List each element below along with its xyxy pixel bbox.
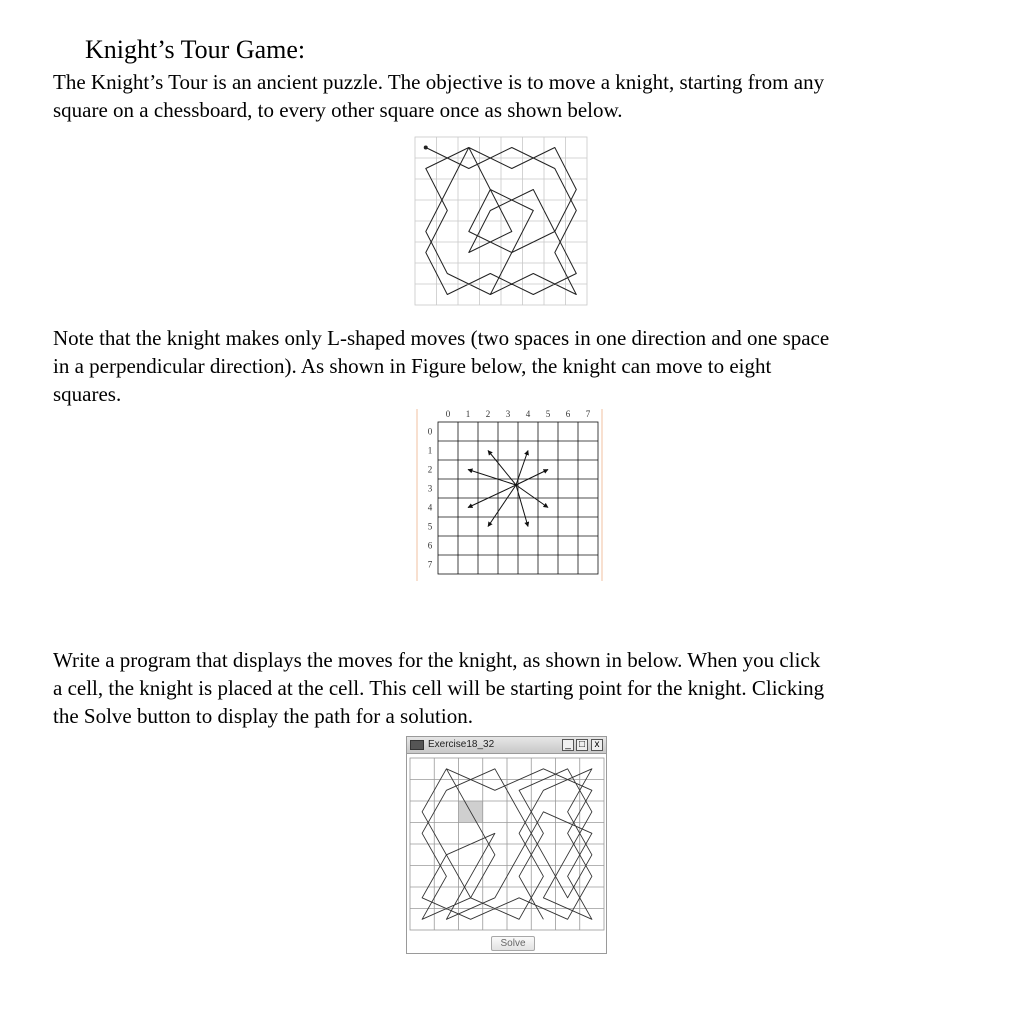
tour-board	[406, 129, 596, 312]
solve-button[interactable]: Solve	[491, 936, 535, 951]
board-cell[interactable]	[580, 887, 604, 909]
moves-line-3: squares.	[53, 382, 122, 406]
knights-tour-figure	[406, 129, 596, 312]
maximize-button[interactable]: □	[576, 739, 588, 751]
page-title: Knight’s Tour Game:	[85, 35, 306, 64]
board-cell[interactable]	[483, 801, 507, 823]
board-cell[interactable]	[410, 758, 434, 780]
intro-line-2: square on a chessboard, to every other square once as shown below.	[53, 98, 623, 122]
knight-move-arrow	[488, 451, 516, 486]
row-label: 1	[427, 445, 433, 456]
moves-line-2: in a perpendicular direction). As shown in Figure below, the knight can move to eight	[53, 354, 772, 378]
board-cell[interactable]	[459, 780, 483, 802]
row-label: 5	[427, 521, 433, 532]
close-button[interactable]: x	[591, 739, 603, 751]
program-line-1: Write a program that displays the moves for the knight, as shown in below. When you click	[53, 648, 821, 672]
row-label: 3	[427, 483, 433, 494]
intro-paragraph	[53, 68, 993, 124]
row-label: 0	[427, 426, 433, 437]
column-label: 7	[585, 409, 591, 419]
program-line-2: a cell, the knight is placed at the cell. This cell will be starting point for the knight. Clicking	[53, 676, 825, 700]
tour-start-point	[424, 146, 428, 150]
board-cell[interactable]	[434, 801, 458, 823]
column-label: 3	[505, 409, 511, 419]
intro-line-1: The Knight’s Tour is an ancient puzzle. The objective is to move a knight, starting from any	[53, 70, 825, 94]
knight-moves-figure	[413, 405, 605, 581]
row-label: 4	[427, 502, 433, 513]
moves-line-1: Note that the knight makes only L-shaped moves (two spaces in one direction and one space	[53, 326, 830, 350]
column-label: 5	[545, 409, 551, 419]
window-titlebar[interactable]	[407, 737, 606, 754]
column-label: 2	[485, 409, 491, 419]
board-cell[interactable]	[483, 866, 507, 888]
row-label: 2	[427, 464, 433, 475]
knight-move-arrow	[516, 485, 548, 508]
window-title: Exercise18_32	[428, 739, 495, 750]
board-cell[interactable]	[483, 909, 507, 931]
app-board-container	[409, 757, 605, 931]
moves-paragraph	[53, 324, 993, 408]
app-window-icon	[410, 740, 424, 750]
column-label: 0	[445, 409, 451, 419]
board-cell[interactable]	[459, 844, 483, 866]
app-window	[406, 736, 607, 954]
row-label: 7	[427, 559, 433, 570]
board-cell[interactable]	[434, 823, 458, 845]
row-label: 6	[427, 540, 433, 551]
program-paragraph	[53, 646, 993, 730]
column-label: 4	[525, 409, 531, 419]
program-line-3: the Solve button to display the path for a solution.	[53, 704, 473, 728]
column-label: 6	[565, 409, 571, 419]
app-board	[409, 757, 605, 931]
board-cell[interactable]	[410, 780, 434, 802]
column-label: 1	[465, 409, 471, 419]
board-cell[interactable]	[410, 844, 434, 866]
knight-move-arrow	[468, 470, 516, 486]
board-cell[interactable]	[410, 866, 434, 888]
moves-board	[413, 405, 605, 581]
minimize-button[interactable]: _	[562, 739, 574, 751]
board-cell[interactable]	[556, 780, 580, 802]
